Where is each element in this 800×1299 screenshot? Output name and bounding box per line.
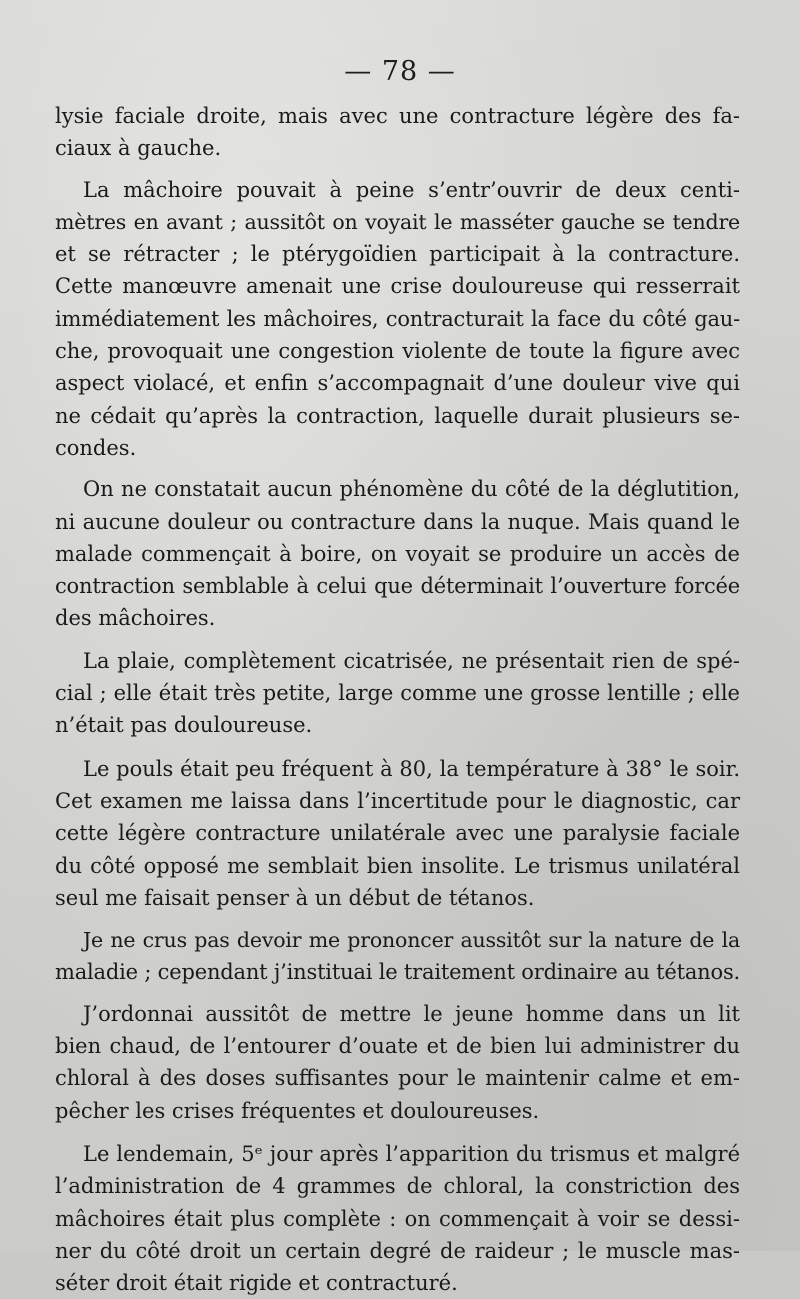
text-line: Le pouls était peu fréquent à 80, la température à 38° le soir. bbox=[83, 756, 740, 781]
text-line: l’administration de 4 grammes de chloral, la constriction des bbox=[55, 1174, 740, 1199]
text-line: mâchoires était plus complète : on commençait à voir se dessi- bbox=[55, 1206, 740, 1231]
text-line: cette légère contracture unilatérale avec une paralysie faciale bbox=[55, 821, 740, 846]
paragraph bbox=[55, 473, 740, 634]
text-line: malade commençait à boire, on voyait se produire un accès de bbox=[55, 541, 740, 566]
text-line: La plaie, complètement cicatrisée, ne présentait rien de spé- bbox=[83, 648, 740, 673]
text-line: Le lendemain, 5ᵉ jour après l’apparition du trismus et malgré bbox=[83, 1141, 740, 1166]
page-number: — 78 — bbox=[344, 56, 456, 87]
paragraph bbox=[55, 645, 740, 742]
text-line: et se rétracter ; le ptérygoïdien participait à la contracture. bbox=[55, 242, 740, 267]
text-line: chloral à des doses suffisantes pour le maintenir calme et em- bbox=[55, 1066, 740, 1091]
text-line: maladie ; cependant j’instituai le traitement ordinaire au tétanos. bbox=[55, 960, 740, 985]
text-line: Cet examen me laissa dans l’incertitude pour le diagnostic, car bbox=[55, 788, 740, 813]
text-line: séter droit était rigide et contracturé. bbox=[55, 1271, 458, 1296]
text-line: condes. bbox=[55, 435, 137, 460]
text-line: ciaux à gauche. bbox=[55, 136, 222, 161]
paragraph bbox=[55, 174, 740, 465]
paragraph bbox=[55, 1138, 740, 1299]
text-line: bien chaud, de l’entourer d’ouate et de bien lui administrer du bbox=[55, 1034, 740, 1059]
text-line: lysie faciale droite, mais avec une contracture légère des fa- bbox=[55, 104, 740, 128]
body-text bbox=[55, 100, 740, 1299]
text-line: che, provoquait une congestion violente de toute la figure avec bbox=[55, 339, 740, 364]
text-line: n’était pas douloureuse. bbox=[55, 713, 313, 738]
text-line: La mâchoire pouvait à peine s’entr’ouvrir de deux centi- bbox=[83, 177, 740, 202]
text-line: Cette manœuvre amenait une crise douloureuse qui resserrait bbox=[55, 274, 740, 299]
text-line: mètres en avant ; aussitôt on voyait le masséter gauche se tendre bbox=[55, 209, 740, 234]
text-line: ne cédait qu’après la contraction, laquelle durait plusieurs se- bbox=[55, 403, 740, 428]
text-line: des mâchoires. bbox=[55, 606, 216, 631]
paragraph bbox=[55, 998, 740, 1127]
text-line: aspect violacé, et enfin s’accompagnait d’une douleur vive qui bbox=[55, 371, 740, 396]
text-line: ni aucune douleur ou contracture dans la nuque. Mais quand le bbox=[55, 509, 740, 534]
text-line: ner du côté droit un certain degré de raideur ; le muscle mas- bbox=[55, 1238, 740, 1263]
text-line: du côté opposé me semblait bien insolite. Le trismus unilatéral bbox=[55, 853, 740, 878]
text-line: seul me faisait penser à un début de tétanos. bbox=[55, 885, 535, 910]
text-line: pêcher les crises fréquentes et douloureuses. bbox=[55, 1098, 540, 1123]
text-line: J’ordonnai aussitôt de mettre le jeune homme dans un lit bbox=[83, 1001, 740, 1026]
paragraph bbox=[55, 100, 740, 165]
text-line: Je ne crus pas devoir me prononcer aussitôt sur la nature de la bbox=[83, 928, 740, 953]
text-line: immédiatement les mâchoires, contracturait la face du côté gau- bbox=[55, 306, 740, 331]
text-line: contraction semblable à celui que déterminait l’ouverture forcée bbox=[55, 574, 740, 599]
text-line: On ne constatait aucun phénomène du côté de la déglutition, bbox=[83, 477, 740, 502]
paragraph bbox=[55, 924, 740, 989]
paragraph bbox=[55, 753, 740, 914]
text-line: cial ; elle était très petite, large comme une grosse lentille ; elle bbox=[55, 681, 740, 706]
